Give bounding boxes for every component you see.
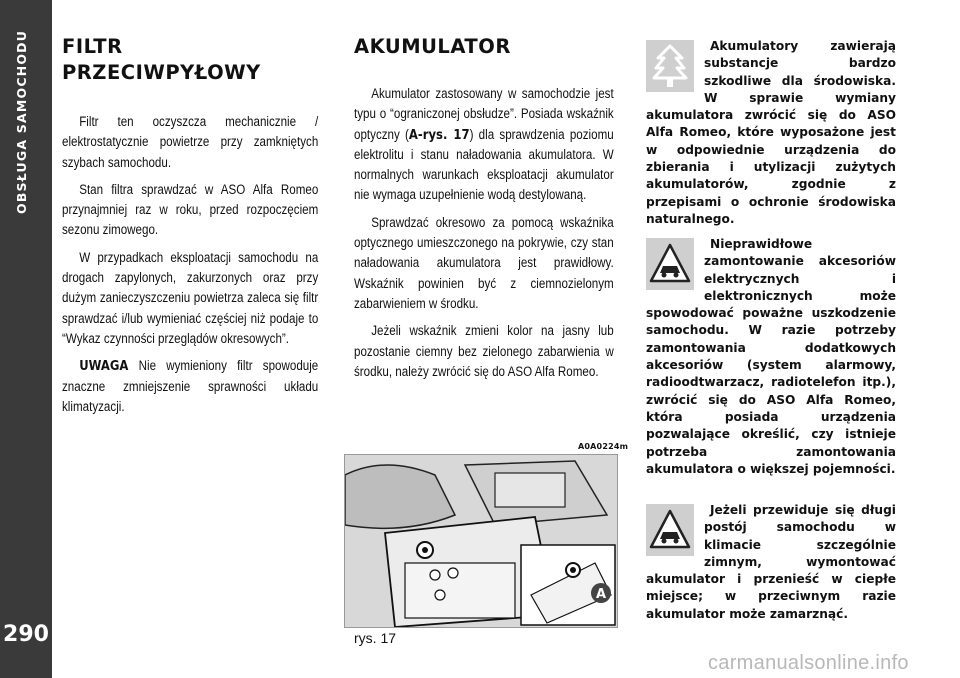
- page-number: 290: [3, 622, 49, 647]
- battery-illustration: [345, 455, 617, 627]
- section-title: OBSŁUGA SAMOCHODU: [14, 30, 29, 215]
- battery-text: ) dla sprawdzenia poziomu elektrolitu i stanu naładowania akumulatora. W normalnych warunkach eksploatacji akumulator nie wymaga uzupełnienie wodą destylowaną.: [354, 126, 614, 203]
- battery-paragraph: [354, 84, 614, 206]
- figure-code: A0A0224m: [578, 442, 629, 451]
- battery-body: [354, 84, 614, 389]
- warning-text: Nie wymieniony filtr spowoduje znaczne zmniejszenie sprawności układu klimatyzacji.: [62, 358, 319, 414]
- car-warning-icon: [646, 504, 694, 556]
- filter-paragraph: W przypadkach eksploatacji samochodu na drogach zapylonych, zakurzonych oraz przy dużym zanieczyszczeniu powietrza zaleca się filtr sprawdzać i/lub wymieniać częściej niż podaje to “Wykaz czynności przeglądów okresowych”.: [62, 249, 319, 346]
- warning-label: UWAGA: [79, 358, 129, 375]
- battery-figure: [344, 454, 618, 628]
- note-lead: Akumulatory zawierają substancje bardzo szkodliwe dla środowiska.: [704, 39, 896, 88]
- note-lead: Nieprawidłowe zamontowanie akcesoriów elektrycznych i elektronicznych: [704, 237, 896, 303]
- accessories-note: [646, 236, 896, 478]
- environment-note: [646, 38, 896, 228]
- figure-caption: rys. 17: [354, 630, 397, 646]
- filter-paragraph: Filtr ten oczyszcza mechanicznie / elektrostatycznie powietrze przy zamkniętych szybach samochodu.: [62, 114, 319, 170]
- filter-heading: FILTR PRZECIWPYŁOWY: [62, 35, 261, 84]
- car-warning-icon: [646, 238, 694, 290]
- filter-body: [62, 112, 318, 424]
- filter-paragraph: Stan filtra sprawdzać w ASO Alfa Romeo przynajmniej raz w roku, przed rozpoczęciem sezonu zimowego.: [62, 181, 319, 238]
- note-text: może spowodować poważne uszkodzenie samochodu. W razie potrzeby zamontowania dodatkowych akcesoriów (system alarmowy, radioodtwarzacz, radiotelefon itp.), zwrócić się do ASO Alfa Romeo, która posiada urządzenia pozwalające określić, czy istnieje potrzeba zamontowania akumulatora o większej pojemności.: [646, 288, 896, 476]
- note-lead: Jeżeli przewiduje się długi postój samochodu w klimacie szczególnie zimnym,: [704, 503, 896, 569]
- battery-text: Akumulator zastosowany w samochodzie jest typu o “ograniczonej obsłudze”. Posiada wskaźnik optyczny (: [354, 86, 614, 142]
- battery-paragraph: Jeżeli wskaźnik zmieni kolor na jasny lub pozostanie ciemny bez zielonego zabarwienia w środku, należy zwrócić się do ASO Alfa Romeo.: [354, 323, 614, 379]
- battery-heading: AKUMULATOR: [354, 35, 511, 58]
- figure-marker: A: [595, 587, 607, 602]
- note-text: wymontować akumulator i przenieść w ciepłe miejsce; w przeciwnym razie akumulator może zamarznąć.: [646, 554, 896, 621]
- watermark: carmanualsonline.info: [708, 652, 909, 674]
- filter-warning: [62, 356, 318, 417]
- cold-climate-note: [646, 502, 896, 623]
- figure-reference: A-rys. 17: [408, 126, 470, 143]
- sidebar: [0, 0, 52, 678]
- recycle-tree-icon: [646, 40, 694, 92]
- battery-paragraph: Sprawdzać okresowo za pomocą wskaźnika optycznego umieszczonego na pokrywie, czy stan naładowania akumulatora jest prawidłowy. Wskaźnik powinien być z ciemnozielonym zabarwieniem w środku.: [354, 214, 614, 311]
- note-text: W sprawie wymiany akumulatora zwrócić się do ASO Alfa Romeo, które wyposażone jest w odpowiednie urządzenia do zbierania i utylizacji zużytych akumulatorów, zgodnie z przepisami o ochronie środowiska naturalnego.: [646, 90, 896, 226]
